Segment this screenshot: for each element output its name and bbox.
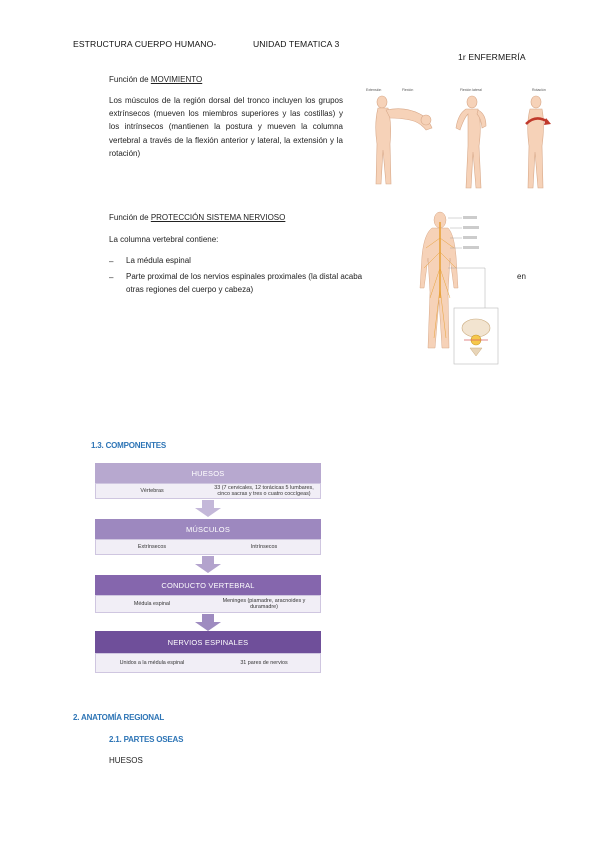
regional-subheading: 2.1. PARTES OSEAS xyxy=(109,735,184,744)
component-right-muscles: Intrínsecos xyxy=(250,543,278,550)
component-right-nerves: 31 pares de nervios xyxy=(240,659,288,666)
protection-title-prefix: Función de xyxy=(109,213,151,222)
protection-item-1: La médula espinal xyxy=(126,256,191,265)
component-title-muscles: MÚSCULOS xyxy=(185,524,231,534)
body-figure-lateral xyxy=(456,96,486,188)
movement-title xyxy=(109,73,202,86)
figure-label-lateral: Flexión lateral xyxy=(460,88,482,92)
component-left-muscles: Extrínsecos xyxy=(137,543,167,550)
component-detail-muscles xyxy=(95,539,321,555)
protection-intro: La columna vertebral contiene: xyxy=(109,235,219,244)
down-arrow-icon xyxy=(195,500,221,517)
movement-paragraph: Los músculos de la región dorsal del tronco incluyen los grupos extrínsecos (mueven los miembros superiores y las costillas) y los intrínsecos (mantienen la postura y mueven la columna vertebral a través de la flexión anterior y lateral, la extensión y la rotación) xyxy=(109,96,343,158)
nervous-system-figure xyxy=(410,208,500,366)
movement-figure xyxy=(360,84,555,194)
component-left-nerves: Unidos a la médula espinal xyxy=(119,659,185,666)
down-arrow-icon xyxy=(195,556,221,573)
movement-title-prefix: Función de xyxy=(109,75,151,84)
protection-title-link: PROTECCIÓN SISTEMA NERVIOSO xyxy=(150,213,286,222)
component-bar-bones xyxy=(95,463,321,483)
body-figure-rotation xyxy=(528,96,544,188)
header-center: UNIDAD TEMATICA 3 xyxy=(253,39,340,49)
bullet-1: – xyxy=(109,257,114,266)
component-title-bones: HUESOS xyxy=(191,468,225,478)
protection-title xyxy=(109,211,285,224)
figure-label-rotation: Rotación xyxy=(532,88,546,92)
component-title-nerves: NERVIOS ESPINALES xyxy=(167,637,249,647)
component-right-canal: Meninges (piamadre, aracnoides y duramadre) xyxy=(222,597,306,610)
component-detail-nerves xyxy=(95,653,321,673)
figure-label-extension: Extensión xyxy=(366,88,382,92)
components-diagram xyxy=(95,463,321,673)
component-bar-muscles xyxy=(95,519,321,539)
header-right: 1r ENFERMERÍA xyxy=(458,52,526,62)
component-bar-nerves xyxy=(95,631,321,653)
component-left-canal: Médula espinal xyxy=(133,600,171,607)
component-detail-canal xyxy=(95,595,321,613)
component-bar-canal xyxy=(95,575,321,595)
figure-label-flexion: Flexión xyxy=(402,88,414,92)
component-left-bones: Vértebras xyxy=(140,487,164,494)
protection-item-2: Parte proximal de los nervios espinales proximales (la distal acaba xyxy=(126,272,363,281)
component-title-canal: CONDUCTO VERTEBRAL xyxy=(161,580,255,590)
bullet-2: – xyxy=(109,273,114,282)
regional-label: HUESOS xyxy=(109,756,143,765)
body-figure-flexion xyxy=(376,96,432,184)
component-right-bones: 33 (7 cervicales, 12 torácicas 5 lumbares, cinco sacras y tres o cuatro coccígeas) xyxy=(214,484,314,497)
regional-heading: 2. ANATOMÍA REGIONAL xyxy=(73,713,165,722)
protection-item-2-end: en xyxy=(517,272,526,281)
down-arrow-icon xyxy=(195,614,221,631)
components-heading: 1.3. COMPONENTES xyxy=(91,441,167,450)
header-left: ESTRUCTURA CUERPO HUMANO- xyxy=(73,39,217,49)
movement-title-link: MOVIMIENTO xyxy=(150,75,203,84)
protection-item-2-cont: otras regiones del cuerpo y cabeza) xyxy=(126,285,254,294)
component-detail-bones xyxy=(95,483,321,499)
